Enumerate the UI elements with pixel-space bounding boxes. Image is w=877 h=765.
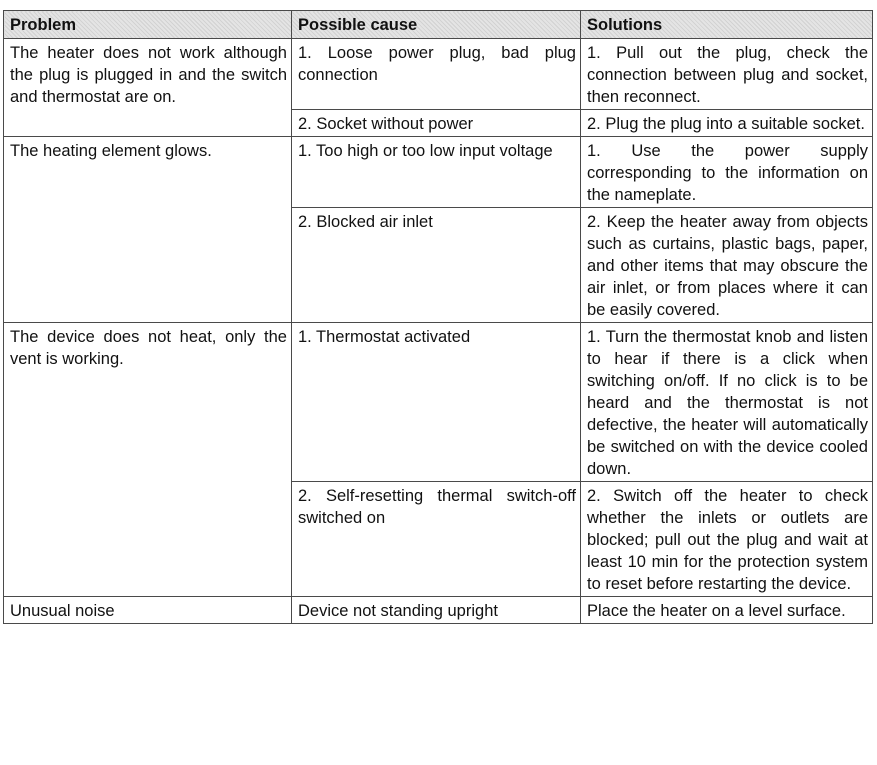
solution-cell: 1. Pull out the plug, check the connection between plug and socket, then reconnect. bbox=[581, 39, 873, 110]
cause-cell: Device not standing upright bbox=[292, 597, 581, 624]
solution-cell: 2. Keep the heater away from objects such as curtains, plastic bags, paper, and other items that may obscure the air inlet, or from places where it can be easily covered. bbox=[581, 208, 873, 323]
table-row bbox=[4, 39, 873, 110]
cause-cell: 2. Blocked air inlet bbox=[292, 208, 581, 323]
header-row bbox=[4, 11, 873, 39]
solution-cell: 1. Use the power supply corresponding to the information on the nameplate. bbox=[581, 137, 873, 208]
troubleshooting-table bbox=[3, 10, 873, 624]
problem-cell: The heater does not work although the plug is plugged in and the switch and thermostat are on. bbox=[4, 39, 292, 137]
solution-cell: 1. Turn the thermostat knob and listen to hear if there is a click when switching on/off. If no click is to be heard and the thermostat is not defective, the heater will automatically be switched on with the device cooled down. bbox=[581, 323, 873, 482]
problem-cell: The heating element glows. bbox=[4, 137, 292, 323]
cause-cell: 1. Too high or too low input voltage bbox=[292, 137, 581, 208]
cause-cell: 2. Self-resetting thermal switch-off switched on bbox=[292, 482, 581, 597]
solution-cell: Place the heater on a level surface. bbox=[581, 597, 873, 624]
solution-cell: 2. Switch off the heater to check whether the inlets or outlets are blocked; pull out the plug and wait at least 10 min for the protection system to reset before restarting the device. bbox=[581, 482, 873, 597]
header-solutions: Solutions bbox=[581, 11, 873, 39]
problem-cell: Unusual noise bbox=[4, 597, 292, 624]
problem-cell: The device does not heat, only the vent is working. bbox=[4, 323, 292, 597]
cause-cell: 1. Loose power plug, bad plug connection bbox=[292, 39, 581, 110]
header-problem: Problem bbox=[4, 11, 292, 39]
table-row bbox=[4, 323, 873, 482]
table-row bbox=[4, 137, 873, 208]
cause-cell: 1. Thermostat activated bbox=[292, 323, 581, 482]
solution-cell: 2. Plug the plug into a suitable socket. bbox=[581, 110, 873, 137]
header-possible-cause: Possible cause bbox=[292, 11, 581, 39]
table-row bbox=[4, 597, 873, 624]
cause-cell: 2. Socket without power bbox=[292, 110, 581, 137]
